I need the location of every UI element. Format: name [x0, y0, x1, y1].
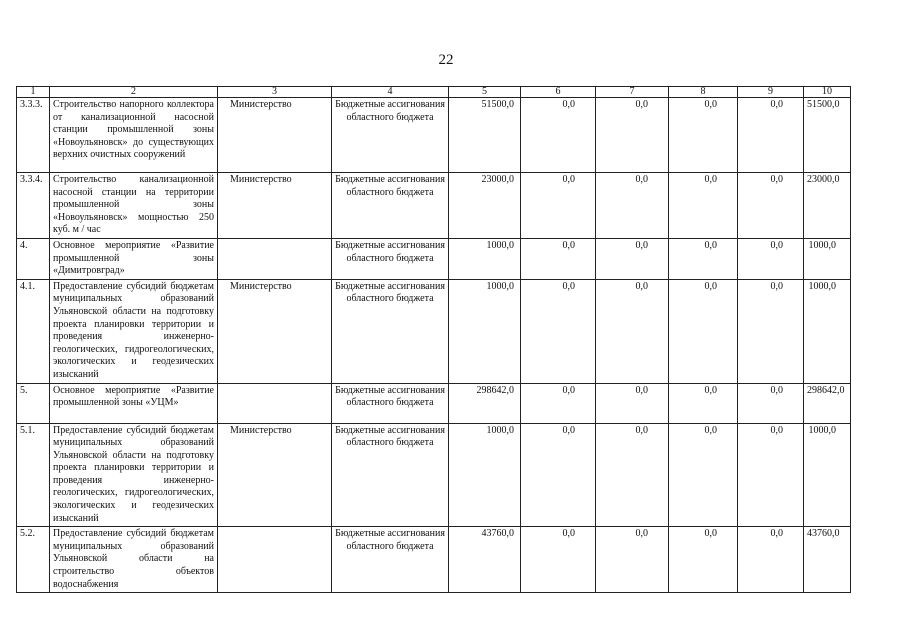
- row-year-value: 0,0: [521, 383, 596, 423]
- row-year-value: 0,0: [738, 423, 804, 527]
- row-year-value: 0,0: [738, 279, 804, 383]
- row-year-value: 0,0: [669, 98, 738, 173]
- row-year-value: 0,0: [521, 238, 596, 279]
- row-year-value: 1000,0: [804, 279, 851, 383]
- row-year-value: 0,0: [738, 173, 804, 239]
- row-total: 23000,0: [449, 173, 521, 239]
- row-year-value: 0,0: [596, 173, 669, 239]
- row-number: 5.: [17, 383, 50, 423]
- row-funding-source: Бюджетные ассигнования областного бюджета: [332, 279, 449, 383]
- row-year-value: 0,0: [521, 279, 596, 383]
- row-description: Строительство канализационной насосной станции на территории промышленной зоны «Новоульяновск» мощностью 250 куб. м / час: [50, 173, 218, 239]
- table-row: [17, 238, 851, 279]
- row-description: Основное мероприятие «Развитие промышленной зоны «Димитровград»: [50, 238, 218, 279]
- column-header: 3: [218, 87, 332, 98]
- table-row: [17, 383, 851, 423]
- row-year-value: 298642,0: [804, 383, 851, 423]
- row-funding-source: Бюджетные ассигнования областного бюджета: [332, 173, 449, 239]
- row-executor: [218, 527, 332, 593]
- row-year-value: 0,0: [596, 238, 669, 279]
- row-executor: Министерство: [218, 173, 332, 239]
- row-year-value: 0,0: [521, 98, 596, 173]
- row-year-value: 1000,0: [804, 423, 851, 527]
- row-year-value: 23000,0: [804, 173, 851, 239]
- column-header: 5: [449, 87, 521, 98]
- row-year-value: 0,0: [738, 383, 804, 423]
- table-row: [17, 98, 851, 173]
- row-description: Предоставление субсидий бюджетам муниципальных образований Ульяновской области на подготовку проекта планировки территории и проведения инженерно-геологических, гидрогеологических, экологических и геодезических изысканий: [50, 279, 218, 383]
- row-funding-source: Бюджетные ассигнования областного бюджета: [332, 238, 449, 279]
- row-number: 4.1.: [17, 279, 50, 383]
- row-year-value: 0,0: [669, 279, 738, 383]
- row-executor: Министерство: [218, 98, 332, 173]
- row-year-value: 1000,0: [804, 238, 851, 279]
- row-total: 1000,0: [449, 238, 521, 279]
- row-year-value: 0,0: [669, 238, 738, 279]
- row-total: 1000,0: [449, 423, 521, 527]
- row-number: 5.1.: [17, 423, 50, 527]
- row-number: 5.2.: [17, 527, 50, 593]
- row-number: 4.: [17, 238, 50, 279]
- page-number: 22: [438, 52, 454, 68]
- row-year-value: 43760,0: [804, 527, 851, 593]
- row-total: 43760,0: [449, 527, 521, 593]
- column-header: 2: [50, 87, 218, 98]
- row-year-value: 0,0: [521, 173, 596, 239]
- row-year-value: 0,0: [738, 98, 804, 173]
- row-year-value: 0,0: [669, 383, 738, 423]
- column-header: 1: [17, 87, 50, 98]
- row-number: 3.3.3.: [17, 98, 50, 173]
- row-year-value: 0,0: [738, 238, 804, 279]
- row-year-value: 0,0: [521, 423, 596, 527]
- row-description: Строительство напорного коллектора от канализационной насосной станции промышленной зоны «Новоульяновск» до существующих верхних очистных сооружений: [50, 98, 218, 173]
- row-year-value: 0,0: [738, 527, 804, 593]
- column-header: 8: [669, 87, 738, 98]
- column-header: 9: [738, 87, 804, 98]
- column-number-row: [17, 87, 851, 98]
- table-row: [17, 279, 851, 383]
- row-year-value: 51500,0: [804, 98, 851, 173]
- row-year-value: 0,0: [669, 527, 738, 593]
- row-year-value: 0,0: [521, 527, 596, 593]
- row-year-value: 0,0: [596, 279, 669, 383]
- row-year-value: 0,0: [596, 527, 669, 593]
- row-number: 3.3.4.: [17, 173, 50, 239]
- row-total: 298642,0: [449, 383, 521, 423]
- row-executor: Министерство: [218, 423, 332, 527]
- row-funding-source: Бюджетные ассигнования областного бюджета: [332, 527, 449, 593]
- table-row: [17, 173, 851, 239]
- row-year-value: 0,0: [669, 173, 738, 239]
- row-funding-source: Бюджетные ассигнования областного бюджета: [332, 98, 449, 173]
- row-description: Предоставление субсидий бюджетам муниципальных образований Ульяновской области на подготовку проекта планировки территории и проведения инженерно-геологических, гидрогеологических, экологических и геодезических изысканий: [50, 423, 218, 527]
- row-year-value: 0,0: [596, 423, 669, 527]
- column-header: 4: [332, 87, 449, 98]
- budget-table: [16, 86, 851, 593]
- table-row: [17, 527, 851, 593]
- column-header: 10: [804, 87, 851, 98]
- row-description: Предоставление субсидий бюджетам муниципальных образований Ульяновской области на строительство объектов водоснабжения: [50, 527, 218, 593]
- row-funding-source: Бюджетные ассигнования областного бюджета: [332, 423, 449, 527]
- row-year-value: 0,0: [596, 98, 669, 173]
- row-description: Основное мероприятие «Развитие промышленной зоны «УЦМ»: [50, 383, 218, 423]
- column-header: 7: [596, 87, 669, 98]
- row-executor: Министерство: [218, 279, 332, 383]
- row-year-value: 0,0: [596, 383, 669, 423]
- row-total: 51500,0: [449, 98, 521, 173]
- row-executor: [218, 238, 332, 279]
- row-total: 1000,0: [449, 279, 521, 383]
- row-year-value: 0,0: [669, 423, 738, 527]
- column-header: 6: [521, 87, 596, 98]
- table-row: [17, 423, 851, 527]
- row-executor: [218, 383, 332, 423]
- row-funding-source: Бюджетные ассигнования областного бюджета: [332, 383, 449, 423]
